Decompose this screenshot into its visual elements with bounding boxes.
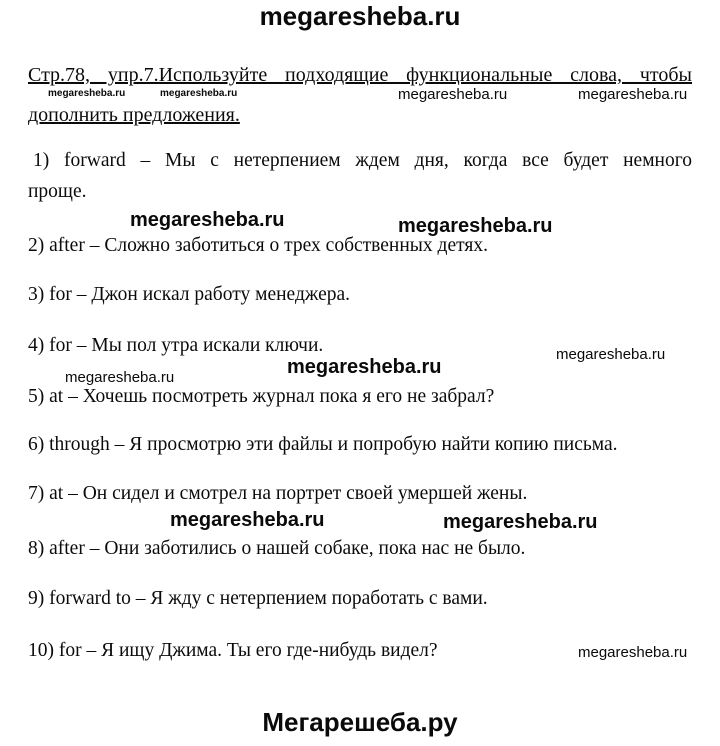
- site-footer-brand: Мегарешеба.ру: [262, 707, 458, 737]
- answer-6: 6) through – Я просмотрю эти файлы и попробую найти копию письма.: [28, 434, 618, 455]
- watermark: megaresheba.ru: [65, 369, 175, 386]
- watermark: megaresheba.ru: [398, 215, 553, 237]
- watermark: megaresheba.ru: [578, 86, 688, 103]
- answer-4: 4) for – Мы пол утра искали ключи.: [28, 335, 324, 356]
- answer-1-line1: 1) forward – Мы с нетерпением ждем дня, когда все будет немного: [33, 150, 692, 171]
- answer-1-line2: проще.: [28, 181, 87, 202]
- watermark: megaresheba.ru: [556, 346, 666, 363]
- watermark: megaresheba.ru: [48, 88, 126, 99]
- watermark: megaresheba.ru: [443, 511, 598, 533]
- watermark: megaresheba.ru: [130, 209, 285, 231]
- watermark: megaresheba.ru: [398, 86, 508, 103]
- watermark: megaresheba.ru: [287, 356, 442, 378]
- watermark: megaresheba.ru: [578, 644, 688, 661]
- answer-5: 5) at – Хочешь посмотреть журнал пока я его не забрал?: [28, 386, 495, 407]
- answer-7: 7) at – Он сидел и смотрел на портрет своей умершей жены.: [28, 483, 528, 504]
- watermark: megaresheba.ru: [170, 509, 325, 531]
- task-title-line1: Стр.78, упр.7.Используйте подходящие функциональные слова, чтобы: [28, 64, 692, 86]
- task-title-line2: дополнить предложения.: [28, 104, 240, 126]
- answer-2: 2) after – Сложно заботиться о трех собственных детях.: [28, 235, 488, 256]
- watermark: megaresheba.ru: [160, 88, 238, 99]
- answer-10: 10) for – Я ищу Джима. Ты его где-нибудь видел?: [28, 640, 438, 661]
- answer-9: 9) forward to – Я жду с нетерпением поработать с вами.: [28, 588, 488, 609]
- site-header-watermark: megaresheba.ru: [259, 1, 461, 31]
- answer-8: 8) after – Они заботились о нашей собаке, пока нас не было.: [28, 538, 526, 559]
- answer-3: 3) for – Джон искал работу менеджера.: [28, 284, 351, 305]
